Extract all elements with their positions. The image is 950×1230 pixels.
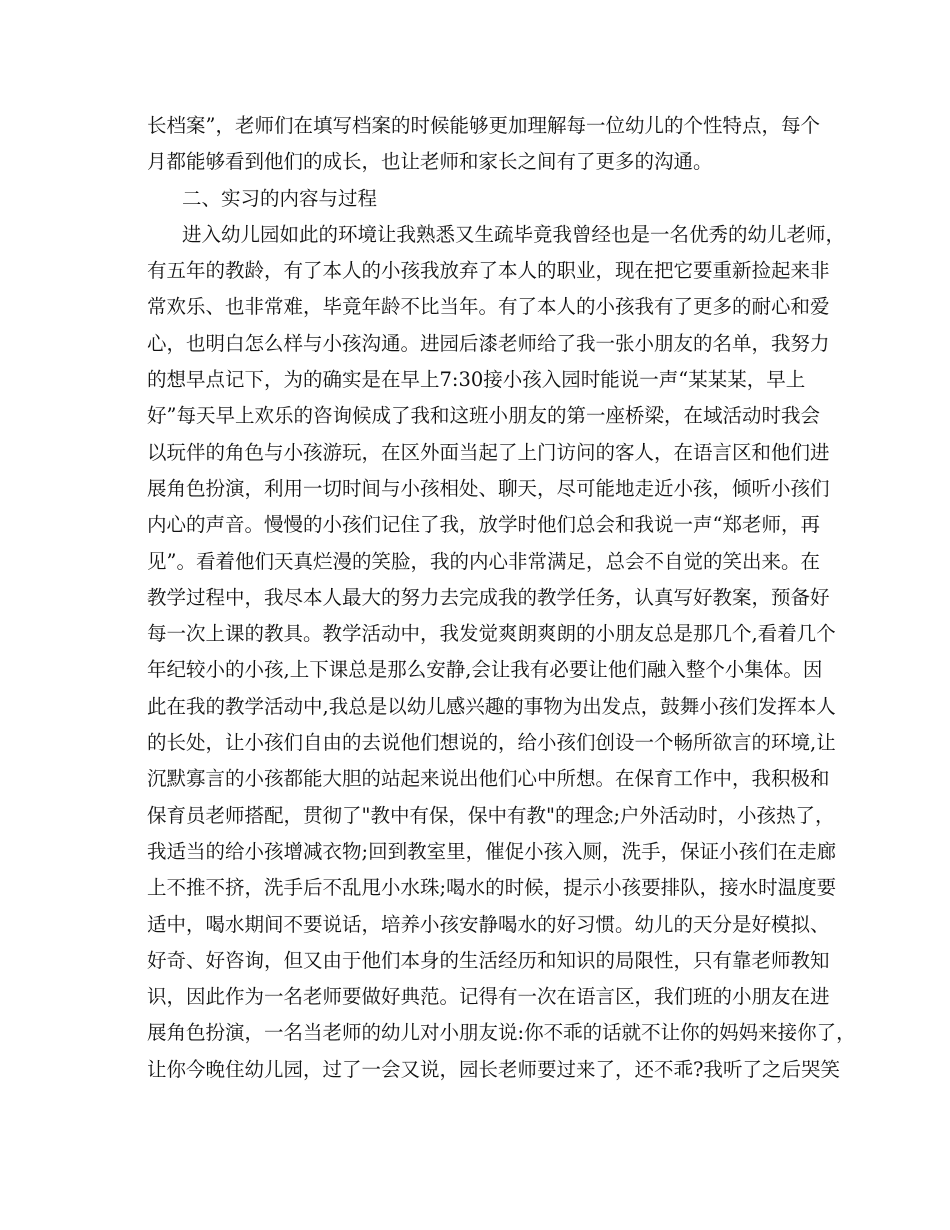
text-line: 我适当的给小孩增减衣物;回到教室里，催促小孩入厕，洗手，保证小孩们在走廊 [147,839,837,863]
text-line: 的想早点记下，为的确实是在早上7:30接小孩入园时能说一声“某某某，早上 [147,368,806,392]
text-line: 识，因此作为一名老师要做好典范。记得有一次在语言区，我们班的小朋友在进 [147,985,830,1009]
text-line: 让你今晚住幼儿园，过了一会又说，园长老师要过来了，还不乖?我听了之后哭笑 [147,1057,840,1081]
text-line: 每一次上课的教具。教学活动中，我发觉爽朗爽朗的小朋友总是那几个,看着几个 [147,622,836,646]
text-line: 教学过程中，我尽本人最大的努力去完成我的教学任务，认真写好教案，预备好 [147,585,830,609]
text-line: 长档案”，老师们在填写档案的时候能够更加理解每一位幼儿的个性特点，每个 [147,114,820,137]
text-line: 上不推不挤，洗手后不乱甩小水珠;喝水的时候，提示小孩要排队，接水时温度要 [147,876,837,900]
text-line: 有五年的教龄，有了本人的小孩我放弃了本人的职业，现在把它要重新捡起来非 [147,259,830,283]
text-line: 的长处，让小孩们自由的去说他们想说的，给小孩们创设一个畅所欲言的环境,让 [147,731,836,755]
text-line: 以玩伴的角色与小孩游玩，在区外面当起了上门访问的客人，在语言区和他们进 [147,440,830,464]
document-body [147,108,856,1088]
text-line: 沉默寡言的小孩都能大胆的站起来说出他们心中所想。在保育工作中，我积极和 [147,767,830,791]
text-line: 年纪较小的小孩,上下课总是那么安静,会让我有必要让他们融入整个小集体。因 [147,658,823,682]
text-line: 好”每天早上欢乐的咨询候成了我和这班小朋友的第一座桥梁，在域活动时我会 [147,404,820,428]
text-line: 展角色扮演，利用一切时间与小孩相处、聊天，尽可能地走近小孩，倾听小孩们 [147,476,830,500]
text-line: 适中，喝水期间不要说话，培养小孩安静喝水的好习惯。幼儿的天分是好模拟、 [147,912,830,936]
text-line: 见”。看着他们天真烂漫的笑脸，我的内心非常满足，总会不自觉的笑出来。在 [147,549,820,573]
text-line: 好奇、好咨询，但又由于他们本身的生活经历和知识的局限性，只有靠老师教知 [147,948,830,972]
text-line: 月都能够看到他们的成长，也让老师和家长之间有了更多的沟通。 [147,150,713,174]
text-line: 保育员老师搭配，贯彻了"教中有保，保中有教"的理念;户外活动时，小孩热了， [147,803,835,827]
text-line: 展角色扮演，一名当老师的幼儿对小朋友说:你不乖的话就不让你的妈妈来接你了， [147,1021,856,1045]
text-line: 内心的声音。慢慢的小孩们记住了我，放学时他们总会和我说一声“郑老师，再 [147,513,820,537]
text-line: 常欢乐、也非常难，毕竟年龄不比当年。有了本人的小孩我有了更多的耐心和爱 [147,295,830,319]
text-line: 心，也明白怎么样与小孩沟通。进园后漆老师给了我一张小朋友的名单，我努力 [147,331,830,355]
text-line: 此在我的教学活动中,我总是以幼儿感兴趣的事物为出发点，鼓舞小孩们发挥本人 [147,694,836,718]
section-heading: 二、实习的内容与过程 [182,186,378,210]
text-line: 进入幼儿园如此的环境让我熟悉又生疏毕竟我曾经也是一名优秀的幼儿老师， [182,222,846,246]
